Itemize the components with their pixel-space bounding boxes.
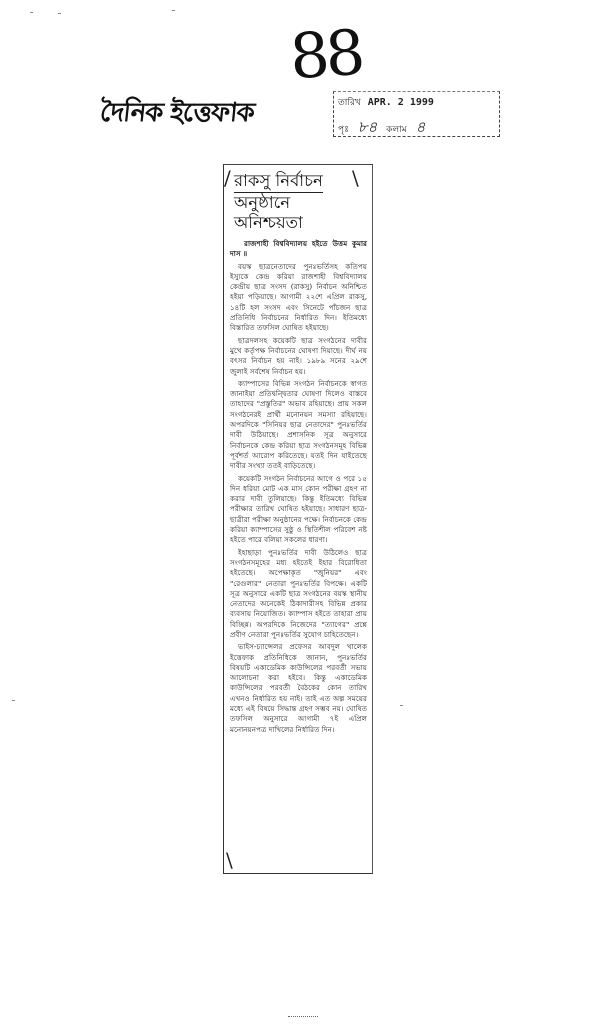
article-paragraph: ক্যাম্পাসের বিভিন্ন সংগঠন নির্বাচনকে স্বাগত জানাইয়া প্রতিদ্বন্দ্বিতার ঘোষণা দিলেও বাস্তবে তাহাদের "প্রস্তুতির" অভাব রহিয়াছে। প্রায় সকল সংগঠনেরই প্রার্থী মনোনয়ন সমস্যা রহিয়াছে। অপরদিকে "সিনিয়র ছাত্র নেতাদের" পুনঃভর্তির দাবী উঠিয়াছে। প্রশাসনিক সূত্র অনুসারে নির্বাচনকে কেন্দ্র করিয়া ছাত্র সংগঠনসমূহ বিভিন্ন পূর্বশর্ত আরোপ করিতেছে। যতই দিন যাইতেছে দাবীর সংখ্যা ততই বাড়িতেছে।	[230, 378, 367, 471]
date-value: APR. 2 1999	[367, 97, 434, 108]
page-label: পৃঃ	[338, 125, 349, 135]
scissor-cut-mark: \	[352, 166, 359, 190]
column-label: কলাম	[386, 125, 407, 135]
article-paragraph: বয়স্ক ছাত্রনেতাদের পুনঃভর্তিসহ কতিপয় ইস্যুকে কেন্দ্র করিয়া রাজশাহী বিশ্ববিদ্যালয় কেন্দ্রীয় ছাত্র সংসদ (রাকসু) নির্বাচন অনিশ্চিত হইয়া পড়িয়াছে। আগামী ২২শে এপ্রিল রাকসু, ১৪টি হল সংসদ এবং সিনেটে পাঁচজন ছাত্র প্রতিনিধি নির্বাচনের নির্ধারিত দিন। ইতিমধ্যে বিস্তারিত তফসিল ঘোষিত হইয়াছে।	[230, 261, 367, 333]
scissor-cut-mark: \	[226, 848, 233, 872]
article-headline	[234, 171, 366, 233]
scan-speck	[30, 12, 33, 13]
article-paragraph: ইহাছাড়া পুনঃভর্তির দাবী উঠিলেও ছাত্র সংগঠনসমূহের মধ্য হইতেই ইহার বিরোধিতা হইতেছে। অপেক্ষাকৃত "জুনিয়র" এবং "রেগুলার" নেতারা পুনঃভর্তির বিপক্ষে। একটি সূত্র অনুসারে একটি ছাত্র সংগঠনের বয়স্ক স্থানীয় নেতাদের অনেকেই ঠিকাদারীসহ বিভিন্ন প্রকার ব্যবসায় নিয়োজিত। ক্যাম্পাস হইতে তাহারা প্রায় বিচ্ছিন্ন। অপরদিকে নিজেদের "ত্যাগের" প্রশ্নে প্রবীণ নেতারা পুনঃভর্তির সুযোগ চাহিতেছেন।	[230, 547, 367, 639]
headline-line-3: অনিশ্চয়তা	[234, 213, 303, 232]
page-value: ৮৪	[357, 118, 378, 136]
scan-speck	[12, 700, 15, 701]
bottom-scan-mark	[288, 1008, 318, 1017]
scan-speck	[58, 13, 61, 14]
scan-speck	[400, 705, 403, 706]
article-paragraph: ছাত্রদলসহ কয়েকটি ছাত্র সংগঠনের দাবীর মুখে কর্তৃপক্ষ নির্বাচনের ঘোষণা দিয়াছে। দীর্ঘ নয় বৎসর নির্বাচন হয় নাই। ১৯৮৯ সনের ২৯শে জুলাই সর্বশেষ নির্বাচন হয়।	[230, 335, 367, 376]
page-number: 88	[287, 15, 364, 94]
date-row	[338, 95, 434, 110]
date-label: তারিখ	[338, 98, 361, 108]
scissor-cut-mark: /	[224, 166, 231, 190]
article-body	[230, 239, 367, 735]
article-byline: রাজশাহী বিশ্ববিদ্যালয় হইতে উত্তম কুমার দাস ॥	[230, 239, 367, 259]
headline-line-2: অনুষ্ঠানে	[234, 193, 291, 212]
article-paragraph: কয়েকটি সংগঠন নির্বাচনের আগে ও পরে ১৫ দিন ধরিয়া মোট এক মাস কোন পরীক্ষা গ্রহণ না করার দাবী তুলিয়াছে। কিন্তু ইতিমধ্যে বিভিন্ন পরীক্ষার তারিখ ঘোষিত হইয়াছে। সাধারণ ছাত্র-ছাত্রীরা পরীক্ষা অনুষ্ঠানের পক্ষে। নির্বাচনকে কেন্দ্র করিয়া ক্যাম্পাসের সুষ্ঠু ও স্থিতিশীল পরিবেশ নষ্ট হইতে পারে বলিয়া সকলের ধারণা।	[230, 473, 367, 545]
news-clipping	[223, 164, 373, 874]
date-stamp	[333, 91, 500, 137]
page-column-row	[338, 116, 431, 141]
scan-speck	[172, 10, 175, 11]
article-paragraph: ভাইস-চ্যান্সেলর প্রফেসর আবদুল খালেক ইত্তেফাক প্রতিনিধিকে জানান, পুনঃভর্তির বিষয়টি একাডেমিক কাউন্সিলের পরবর্তী সভায় আলোচনা করা হইবে। কিন্তু একাডেমিক কাউন্সিলের পরবর্তী বৈঠকের কোন তারিখ এখনও নির্ধারিত হয় নাই। তাই এত অল্প সময়ের মধ্যে এই বিষয়ে সিদ্ধান্ত গ্রহণ সম্ভব নয়। ঘোষিত তফসিল অনুসারে আগামী ৭ই এপ্রিল মনোনয়নপত্র দাখিলের নির্ধারিত দিন।	[230, 642, 367, 734]
column-value: ৪	[415, 118, 426, 136]
headline-line-1: রাকসু নির্বাচন	[234, 171, 323, 193]
newspaper-masthead: দৈনিক ইত্তেফাক	[98, 98, 256, 128]
